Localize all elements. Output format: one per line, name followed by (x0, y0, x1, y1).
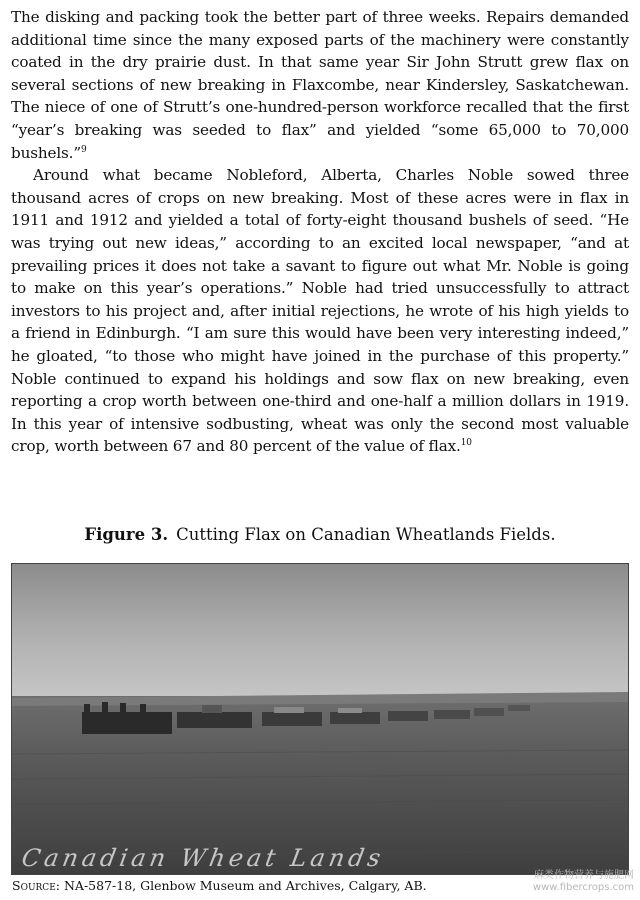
paragraph-2-text: Around what became Nobleford, Alberta, Charles Noble sowed three thousand acres of crops on new breaking. Most of these acres were in flax in 1911 and 1912 and yielded a total of forty-eight thousand bushels of seed. “He was trying out new ideas,” according to an excited local newspaper, “and at prevailing prices it does not take a savant to figure out what Mr. Noble is going to make on this year’s operations.” Noble had tried unsuccessfully to attract investors to his project and, after initial rejections, he wrote of his high yields to a friend in Edinburgh. “I am sure this would have been very interesting indeed,” he gloated, “to those who might have joined in the purchase of this property.” Noble continued to expand his holdings and sow flax on new breaking, even reporting a crop worth between one-third and one-half a million dollars in 1919. In this year of intensive sodbusting, wheat was only the second most valuable crop, worth between 67 and 80 percent of the value of flax. (11, 166, 629, 456)
photo-inscription: Canadian Wheat Lands (19, 844, 387, 872)
watermark-line-1: 麻类作物营养与施肥网 (534, 870, 634, 881)
sky (12, 564, 629, 700)
photo-illustration (12, 564, 629, 875)
footnote-ref-10: 10 (460, 438, 472, 449)
body-text (11, 6, 629, 458)
watermark-line-2: www.fibercrops.com (532, 882, 634, 893)
source-label: Source: (12, 878, 60, 893)
paragraph-1 (11, 6, 629, 164)
figure-source (12, 877, 427, 895)
figure-title: Cutting Flax on Canadian Wheatlands Fields. (176, 525, 556, 544)
paragraph-1-text: The disking and packing took the better part of three weeks. Repairs demanded additional time since the many exposed parts of the machinery were constantly coated in the dry prairie dust. In that same year Sir John Strutt grew flax on several sections of new breaking in Flaxcombe, near Kindersley, Saskatchewan. The niece of one of Strutt’s one-hundred-person workforce recalled that the first “year’s breaking was seeded to flax” and yielded “some 65,000 to 70,000 bushels.” (11, 8, 629, 162)
figure-caption (0, 524, 640, 546)
source-text: NA-587-18, Glenbow Museum and Archives, Calgary, AB. (63, 878, 427, 893)
footnote-ref-9: 9 (80, 144, 87, 155)
watermark (533, 870, 634, 894)
paragraph-2 (11, 164, 629, 458)
figure-photo (11, 563, 629, 875)
figure-label: Figure 3. (84, 525, 169, 544)
